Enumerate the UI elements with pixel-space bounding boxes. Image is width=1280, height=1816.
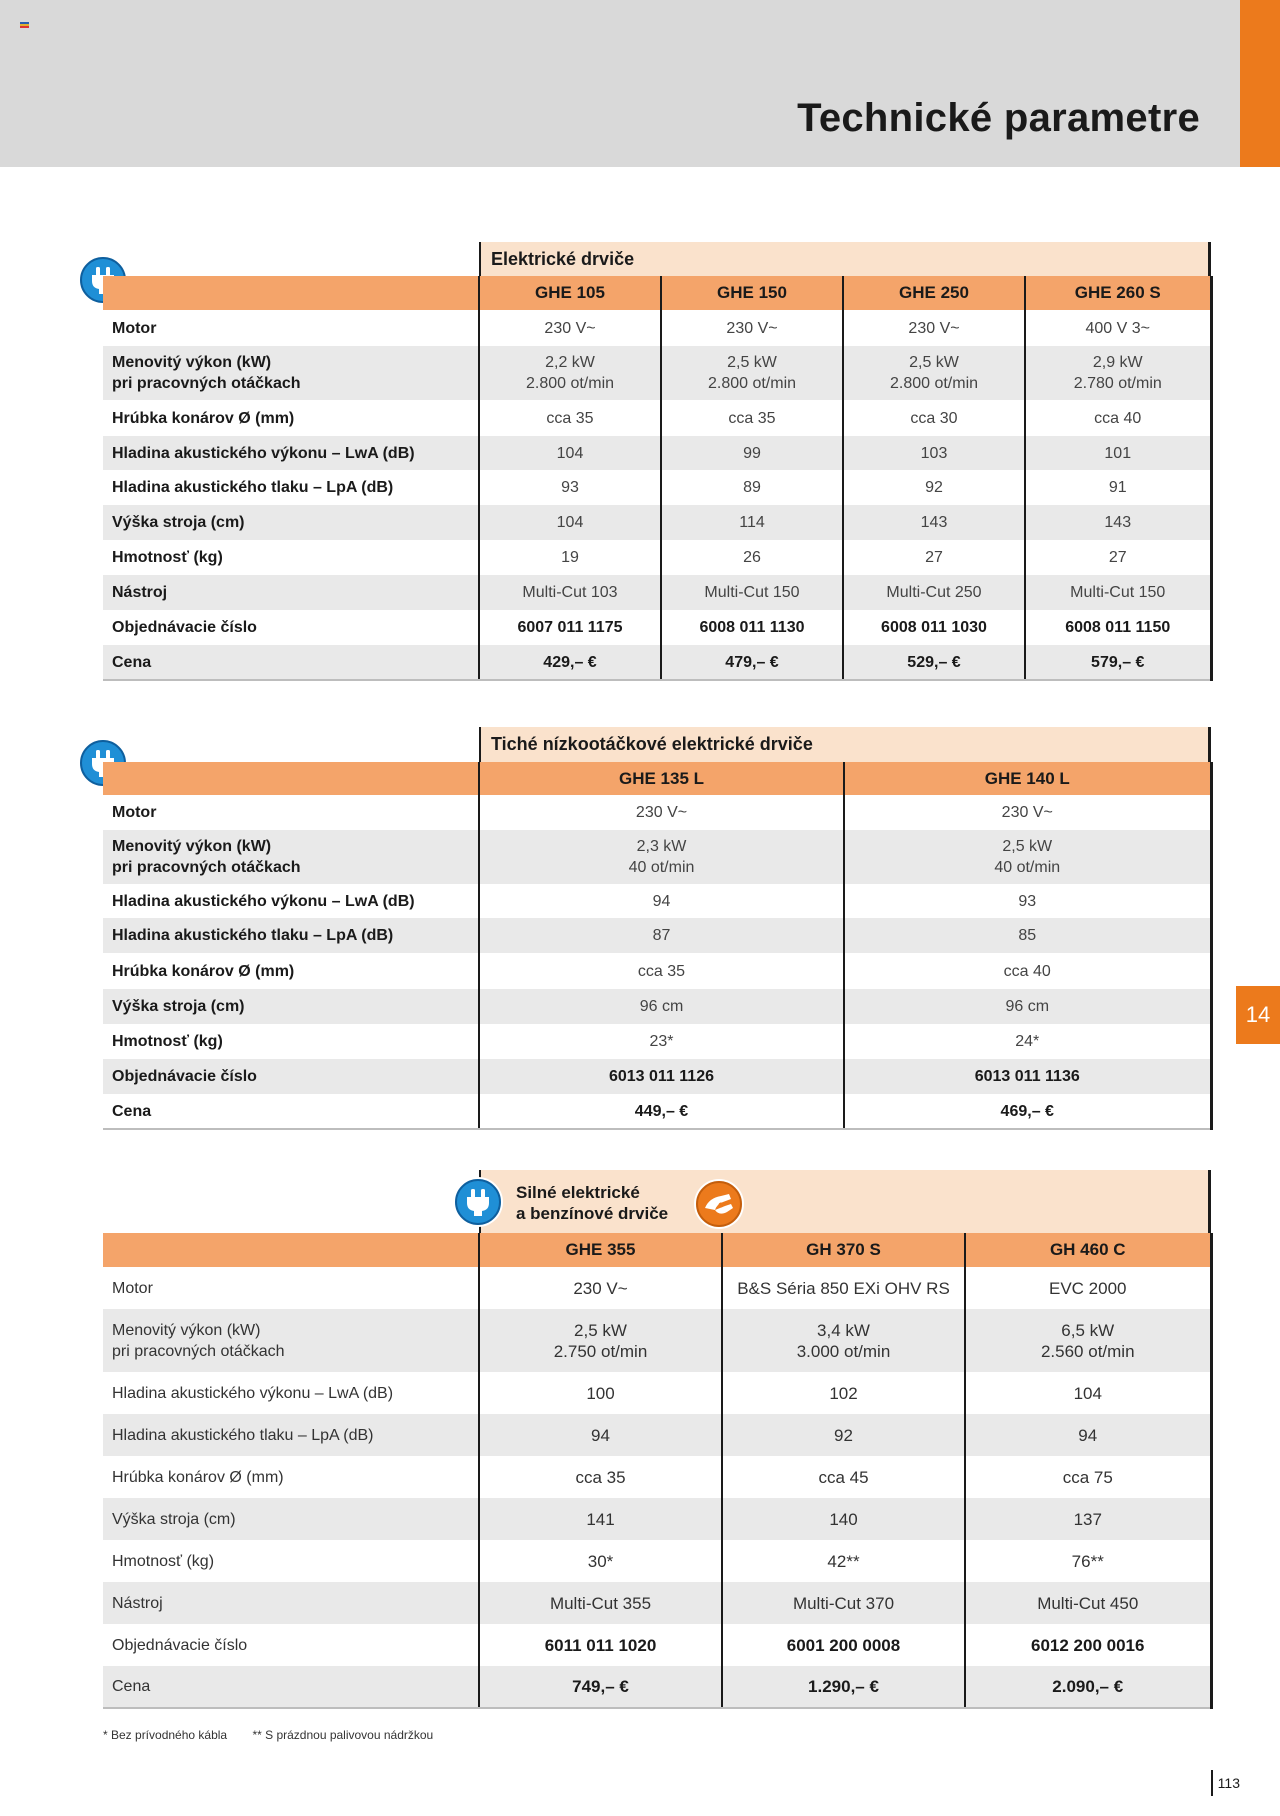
column-header-ghe355: GHE 355 (479, 1233, 722, 1267)
table-cell: 92 (722, 1414, 965, 1456)
table-cell: EVC 2000 (965, 1267, 1211, 1309)
table-row (103, 1540, 1211, 1582)
table-row (103, 400, 1211, 436)
header-band (0, 0, 1240, 167)
table-cell: 92 (843, 470, 1025, 505)
table-cell: 96 cm (844, 989, 1211, 1024)
table-row (103, 918, 1211, 953)
plug-icon (452, 1176, 504, 1228)
table-cell: B&S Séria 850 EXi OHV RS (722, 1267, 965, 1309)
row-label: Menovitý výkon (kW) pri pracovných otáčkach (103, 346, 479, 400)
price: 429,– € (479, 645, 661, 680)
section-title-silent: Tiché nízkootáčkové elektrické drviče (479, 727, 1211, 762)
table-row (103, 1059, 1211, 1094)
table-cell: 2,2 kW 2.800 ot/min (479, 346, 661, 400)
row-label: Cena (103, 1666, 479, 1708)
section-silent-shredders (103, 727, 1211, 1132)
row-label: Výška stroja (cm) (103, 1498, 479, 1540)
column-header-ghe260s: GHE 260 S (1025, 276, 1211, 310)
row-label: Hrúbka konárov Ø (mm) (103, 1456, 479, 1498)
row-label: Hrúbka konárov Ø (mm) (103, 953, 479, 989)
table-cell: 24* (844, 1024, 1211, 1059)
table-cell: 100 (479, 1372, 722, 1414)
row-label: Hladina akustického tlaku – LpA (dB) (103, 1414, 479, 1456)
table-cell: cca 35 (479, 953, 844, 989)
header-cell-empty (103, 762, 479, 795)
table-cell: 42** (722, 1540, 965, 1582)
column-header-ghe105: GHE 105 (479, 276, 661, 310)
price: 449,– € (479, 1094, 844, 1129)
row-label: Nástroj (103, 575, 479, 610)
row-label: Hladina akustického tlaku – LpA (dB) (103, 918, 479, 953)
table-cell: 2,5 kW 2.750 ot/min (479, 1309, 722, 1372)
order-number: 6012 200 0016 (965, 1624, 1211, 1666)
table-cell: 91 (1025, 470, 1211, 505)
row-label: Motor (103, 310, 479, 346)
column-header-gh460c: GH 460 C (965, 1233, 1211, 1267)
table-cell: 230 V~ (844, 795, 1211, 830)
table-cell: 104 (479, 436, 661, 470)
table-row (103, 1309, 1211, 1372)
column-header-ghe150: GHE 150 (661, 276, 843, 310)
row-label: Hmotnosť (kg) (103, 1540, 479, 1582)
table-cell: cca 40 (1025, 400, 1211, 436)
row-label: Výška stroja (cm) (103, 505, 479, 540)
price: 1.290,– € (722, 1666, 965, 1708)
row-label: Hmotnosť (kg) (103, 540, 479, 575)
section-title-strong: Silné elektrické a benzínové drviče (516, 1183, 669, 1223)
header-accent-bar (1240, 0, 1280, 167)
table-cell: 27 (843, 540, 1025, 575)
table-cell: cca 35 (479, 1456, 722, 1498)
table-cell: 104 (479, 505, 661, 540)
column-header-ghe250: GHE 250 (843, 276, 1025, 310)
table-cell: 30* (479, 1540, 722, 1582)
section-title-electric: Elektrické drviče (479, 242, 1211, 276)
row-label: Hrúbka konárov Ø (mm) (103, 400, 479, 436)
table-cell: 76** (965, 1540, 1211, 1582)
row-label: Hladina akustického výkonu – LwA (dB) (103, 436, 479, 470)
table-cell: cca 75 (965, 1456, 1211, 1498)
row-label: Cena (103, 645, 479, 680)
table-cell: Multi-Cut 450 (965, 1582, 1211, 1624)
table-cell: 230 V~ (661, 310, 843, 346)
table-row (103, 1498, 1211, 1540)
row-label: Hladina akustického tlaku – LpA (dB) (103, 470, 479, 505)
price: 479,– € (661, 645, 843, 680)
row-label: Hmotnosť (kg) (103, 1024, 479, 1059)
table-cell: 19 (479, 540, 661, 575)
footnote-item: ** S prázdnou palivovou nádržkou (252, 1728, 434, 1742)
row-label: Nástroj (103, 1582, 479, 1624)
table-row (103, 830, 1211, 884)
table-row (103, 1094, 1211, 1129)
order-number: 6001 200 0008 (722, 1624, 965, 1666)
section-electric-shredders (103, 242, 1211, 682)
table-row (103, 884, 1211, 918)
header-cell-empty (103, 276, 479, 310)
table-cell: 141 (479, 1498, 722, 1540)
table-row (103, 575, 1211, 610)
table-cell: Multi-Cut 103 (479, 575, 661, 610)
price: 529,– € (843, 645, 1025, 680)
table-cell: 87 (479, 918, 844, 953)
column-header-ghe135l: GHE 135 L (479, 762, 844, 795)
table-cell: 400 V 3~ (1025, 310, 1211, 346)
table-cell: 94 (965, 1414, 1211, 1456)
table-cell: 143 (843, 505, 1025, 540)
table-row (103, 645, 1211, 680)
column-header-ghe140l: GHE 140 L (844, 762, 1211, 795)
order-number: 6013 011 1126 (479, 1059, 844, 1094)
spec-table-electric (103, 276, 1213, 681)
table-cell: Multi-Cut 355 (479, 1582, 722, 1624)
price: 579,– € (1025, 645, 1211, 680)
table-row (103, 310, 1211, 346)
table-cell: Multi-Cut 250 (843, 575, 1025, 610)
spec-table-strong (103, 1233, 1213, 1709)
table-cell: 96 cm (479, 989, 844, 1024)
table-row (103, 505, 1211, 540)
table-cell: 94 (479, 884, 844, 918)
price: 469,– € (844, 1094, 1211, 1129)
table-cell: 23* (479, 1024, 844, 1059)
column-header-gh370s: GH 370 S (722, 1233, 965, 1267)
row-label: Výška stroja (cm) (103, 989, 479, 1024)
table-cell: 143 (1025, 505, 1211, 540)
order-number: 6013 011 1136 (844, 1059, 1211, 1094)
table-row (103, 436, 1211, 470)
table-cell: cca 40 (844, 953, 1211, 989)
table-row (103, 989, 1211, 1024)
table-row (103, 1414, 1211, 1456)
table-cell: 27 (1025, 540, 1211, 575)
table-row (103, 1024, 1211, 1059)
row-label: Menovitý výkon (kW) pri pracovných otáčkach (103, 830, 479, 884)
table-cell: 140 (722, 1498, 965, 1540)
footnotes (103, 1728, 455, 1742)
table-cell: Multi-Cut 150 (1025, 575, 1211, 610)
table-row (103, 1582, 1211, 1624)
order-number: 6008 011 1030 (843, 610, 1025, 645)
table-row (103, 346, 1211, 400)
table-row (103, 1372, 1211, 1414)
order-number: 6008 011 1130 (661, 610, 843, 645)
table-cell: 2,5 kW 2.800 ot/min (661, 346, 843, 400)
table-cell: cca 30 (843, 400, 1025, 436)
table-row (103, 1267, 1211, 1309)
spec-table-silent (103, 762, 1213, 1130)
table-cell: 230 V~ (479, 310, 661, 346)
order-number: 6008 011 1150 (1025, 610, 1211, 645)
row-label: Objednávacie číslo (103, 1624, 479, 1666)
row-label: Motor (103, 1267, 479, 1309)
table-cell: cca 45 (722, 1456, 965, 1498)
chapter-tab[interactable]: 14 (1236, 986, 1280, 1044)
table-cell: 26 (661, 540, 843, 575)
header-cell-empty (103, 1233, 479, 1267)
table-cell: 230 V~ (843, 310, 1025, 346)
row-label: Objednávacie číslo (103, 610, 479, 645)
table-row (103, 953, 1211, 989)
table-cell: 3,4 kW 3.000 ot/min (722, 1309, 965, 1372)
table-row (103, 610, 1211, 645)
table-row (103, 1666, 1211, 1708)
table-cell: 85 (844, 918, 1211, 953)
page-title: Technické parametre (797, 96, 1200, 140)
price: 2.090,– € (965, 1666, 1211, 1708)
table-cell: 6,5 kW 2.560 ot/min (965, 1309, 1211, 1372)
table-cell: 104 (965, 1372, 1211, 1414)
row-label: Cena (103, 1094, 479, 1129)
table-cell: 114 (661, 505, 843, 540)
table-cell: Multi-Cut 150 (661, 575, 843, 610)
row-label: Hladina akustického výkonu – LwA (dB) (103, 1372, 479, 1414)
fuel-pump-icon (693, 1178, 745, 1230)
table-cell: 93 (844, 884, 1211, 918)
table-row (103, 1624, 1211, 1666)
table-cell: 102 (722, 1372, 965, 1414)
table-cell: 2,3 kW 40 ot/min (479, 830, 844, 884)
table-cell: 137 (965, 1498, 1211, 1540)
table-cell: 230 V~ (479, 1267, 722, 1309)
table-cell: 101 (1025, 436, 1211, 470)
price: 749,– € (479, 1666, 722, 1708)
order-number: 6011 011 1020 (479, 1624, 722, 1666)
table-cell: 94 (479, 1414, 722, 1456)
table-cell: 2,5 kW 2.800 ot/min (843, 346, 1025, 400)
table-cell: cca 35 (479, 400, 661, 436)
table-cell: 230 V~ (479, 795, 844, 830)
table-cell: 2,9 kW 2.780 ot/min (1025, 346, 1211, 400)
table-row (103, 795, 1211, 830)
row-label: Menovitý výkon (kW) pri pracovných otáčkach (103, 1309, 479, 1372)
table-cell: Multi-Cut 370 (722, 1582, 965, 1624)
flag-icon (20, 22, 29, 28)
section-strong-shredders (103, 1170, 1211, 1710)
table-row (103, 540, 1211, 575)
table-row (103, 1456, 1211, 1498)
table-cell: 93 (479, 470, 661, 505)
table-cell: 89 (661, 470, 843, 505)
table-cell: 99 (661, 436, 843, 470)
table-cell: cca 35 (661, 400, 843, 436)
table-cell: 2,5 kW 40 ot/min (844, 830, 1211, 884)
table-cell: 103 (843, 436, 1025, 470)
row-label: Motor (103, 795, 479, 830)
page-number: 113 (1211, 1770, 1240, 1796)
footnote-item: * Bez prívodného kábla (103, 1728, 228, 1742)
row-label: Hladina akustického výkonu – LwA (dB) (103, 884, 479, 918)
table-row (103, 470, 1211, 505)
order-number: 6007 011 1175 (479, 610, 661, 645)
row-label: Objednávacie číslo (103, 1059, 479, 1094)
